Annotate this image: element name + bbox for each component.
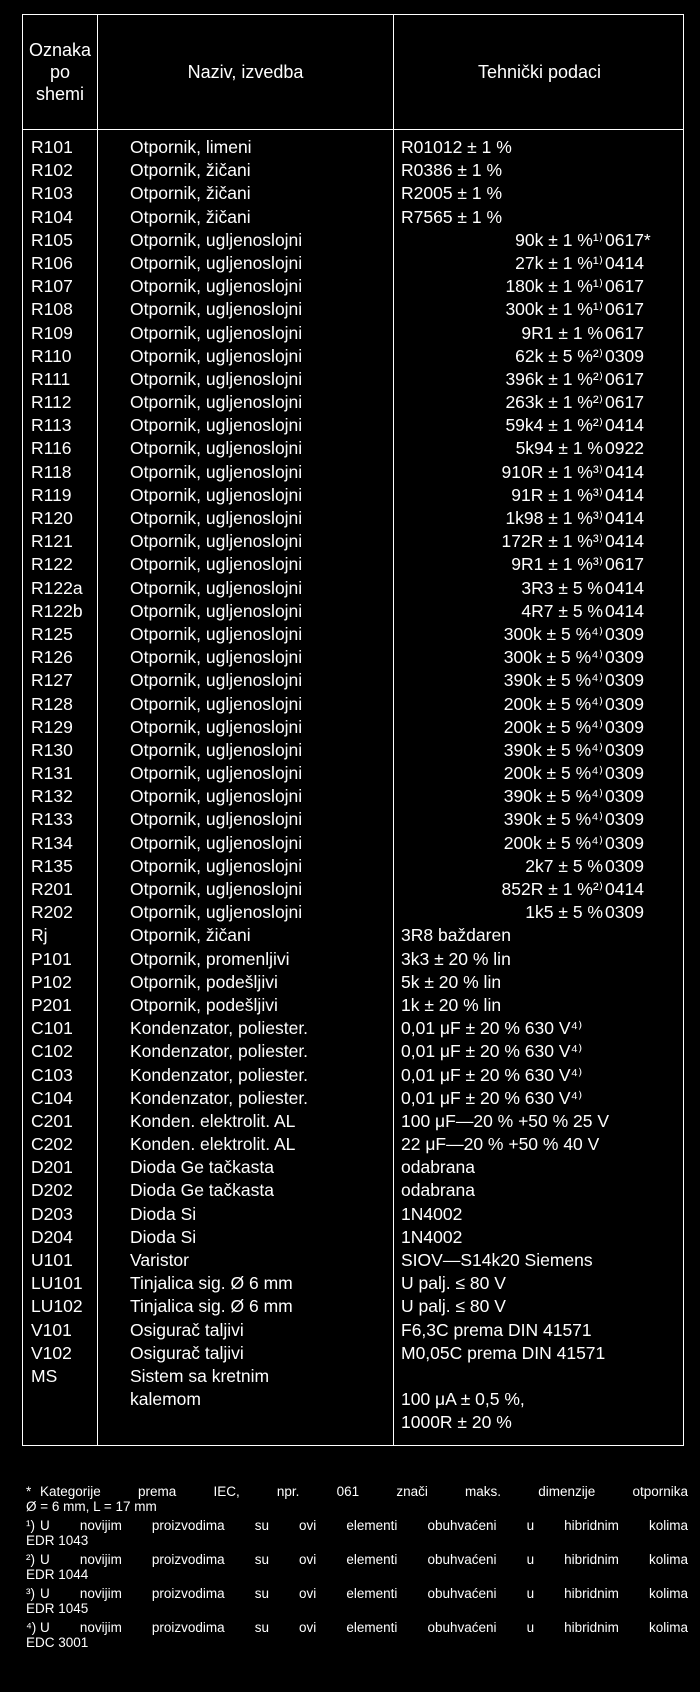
part-code: C104 bbox=[31, 1087, 73, 1108]
part-tech-value: 300k ± 5 %⁴⁾ bbox=[503, 623, 603, 644]
footnote-mark: ¹) bbox=[26, 1518, 35, 1533]
footnote bbox=[26, 1518, 688, 1548]
part-tech-value: 390k ± 5 %⁴⁾ bbox=[503, 786, 603, 807]
part-tech-value: 5k94 ± 1 % bbox=[515, 438, 603, 459]
table-row bbox=[23, 206, 683, 229]
part-category: 0414 bbox=[605, 252, 644, 273]
table-row bbox=[23, 1365, 683, 1388]
part-category: 0414 bbox=[605, 461, 644, 482]
part-category: 0309 bbox=[605, 716, 644, 737]
part-code: R112 bbox=[31, 392, 72, 413]
part-name: Otpornik, limeni bbox=[130, 137, 252, 157]
part-name: Otpornik, ugljenoslojni bbox=[130, 879, 303, 899]
part-name: Otpornik, žičani bbox=[130, 183, 251, 204]
part-code: P101 bbox=[31, 948, 72, 969]
table-row bbox=[23, 762, 683, 785]
part-code: D202 bbox=[31, 1180, 73, 1201]
part-name: Otpornik, ugljenoslojni bbox=[130, 484, 303, 505]
part-name: Otpornik, ugljenoslojni bbox=[130, 322, 303, 343]
table-row bbox=[23, 577, 683, 600]
part-tech-value: 390k ± 5 %⁴⁾ bbox=[503, 739, 603, 760]
part-name: Dioda Si bbox=[130, 1203, 197, 1224]
footnote-text: U novijim proizvodima su ovi elementi obuhvaćeni u hibridnim kolima bbox=[40, 1518, 688, 1533]
part-tech-value: 27k ± 1 %¹⁾ bbox=[515, 252, 603, 273]
part-tech-value: 59k4 ± 1 %²⁾ bbox=[505, 415, 603, 436]
part-name: Otpornik, ugljenoslojni bbox=[130, 392, 303, 413]
part-name: Otpornik, ugljenoslojni bbox=[130, 299, 303, 320]
part-tech-value: 1N4002 bbox=[401, 1203, 463, 1224]
part-tech-value: 1k98 ± 1 %³⁾ bbox=[505, 508, 603, 528]
part-name: Otpornik, ugljenoslojni bbox=[130, 832, 303, 853]
part-code: R113 bbox=[31, 415, 72, 436]
table-row bbox=[23, 507, 683, 530]
header-code-line: Oznaka bbox=[28, 40, 92, 60]
table-row bbox=[23, 669, 683, 692]
footnote-text-continued: Ø = 6 mm, L = 17 mm bbox=[26, 1499, 157, 1514]
part-category: 0309 bbox=[605, 693, 644, 714]
part-tech-value: 0,01 μF ± 20 % 630 V⁴⁾ bbox=[401, 1018, 583, 1039]
part-name: Otpornik, ugljenoslojni bbox=[130, 623, 303, 644]
part-name: Otpornik, ugljenoslojni bbox=[130, 345, 303, 366]
footnote-text-continued: EDR 1045 bbox=[26, 1601, 89, 1616]
footnote bbox=[26, 1552, 688, 1582]
part-tech-value: SIOV—S14k20 Siemens bbox=[401, 1250, 593, 1270]
table-row bbox=[23, 1226, 683, 1249]
part-name: Otpornik, žičani bbox=[130, 925, 251, 946]
header-tech: Tehnički podaci bbox=[477, 62, 602, 82]
part-category: 0309 bbox=[605, 855, 644, 876]
part-category: 0414 bbox=[605, 879, 644, 899]
part-category: 0617* bbox=[605, 229, 651, 250]
part-code: C103 bbox=[31, 1064, 73, 1085]
part-category: 0414 bbox=[605, 531, 644, 552]
table-row bbox=[23, 1295, 683, 1318]
part-category: 0309 bbox=[605, 809, 644, 830]
table-row bbox=[23, 1388, 683, 1411]
header-code-line: shemi bbox=[35, 84, 84, 104]
footnote-mark: ³) bbox=[26, 1586, 35, 1601]
part-tech-value: R2005 ± 1 % bbox=[401, 183, 503, 204]
part-name: Konden. elektrolit. AL bbox=[130, 1110, 296, 1131]
table-row bbox=[23, 785, 683, 808]
table-row bbox=[23, 414, 683, 437]
table-row bbox=[23, 1156, 683, 1179]
part-code: R116 bbox=[31, 438, 72, 459]
part-code: R101 bbox=[31, 137, 73, 157]
table-row bbox=[23, 924, 683, 947]
part-tech-value: 0,01 μF ± 20 % 630 V⁴⁾ bbox=[401, 1041, 583, 1062]
part-code: R110 bbox=[31, 345, 72, 366]
footnote bbox=[26, 1586, 688, 1616]
part-code: Rj bbox=[31, 925, 48, 946]
part-tech-value: odabrana bbox=[401, 1157, 475, 1178]
part-name: Otpornik, ugljenoslojni bbox=[130, 739, 303, 760]
part-tech-value: 9R1 ± 1 % bbox=[521, 322, 603, 343]
part-name: Otpornik, ugljenoslojni bbox=[130, 763, 303, 784]
table-row bbox=[23, 1133, 683, 1156]
part-tech-value: 396k ± 1 %²⁾ bbox=[505, 368, 603, 389]
table-row bbox=[23, 646, 683, 669]
table-row bbox=[23, 1040, 683, 1063]
part-code: R104 bbox=[31, 206, 73, 227]
table-row bbox=[23, 878, 683, 901]
part-category: 0414 bbox=[605, 484, 644, 505]
part-name: Kondenzator, poliester. bbox=[130, 1018, 309, 1039]
table-row bbox=[23, 1342, 683, 1365]
part-tech-value: 300k ± 1 %¹⁾ bbox=[505, 299, 603, 320]
part-code: R202 bbox=[31, 902, 73, 923]
table-row bbox=[23, 901, 683, 924]
table-row bbox=[23, 623, 683, 646]
part-category: 0309 bbox=[605, 786, 644, 807]
part-tech-value: 62k ± 5 %²⁾ bbox=[515, 345, 603, 366]
part-tech-value: 4R7 ± 5 % bbox=[521, 600, 603, 621]
table-row bbox=[23, 275, 683, 298]
part-name: Otpornik, ugljenoslojni bbox=[130, 809, 303, 830]
part-name: Tinjalica sig. Ø 6 mm bbox=[130, 1273, 293, 1294]
part-code: R133 bbox=[31, 809, 73, 830]
part-category: 0617 bbox=[605, 392, 644, 413]
part-name: Sistem sa kretnim bbox=[130, 1365, 270, 1386]
part-tech-value: 200k ± 5 %⁴⁾ bbox=[503, 693, 603, 714]
table-row bbox=[23, 484, 683, 507]
part-category: 0617 bbox=[605, 322, 644, 343]
part-category: 0309 bbox=[605, 902, 644, 923]
part-category: 0617 bbox=[605, 554, 644, 575]
part-code: D201 bbox=[31, 1157, 73, 1178]
table-row bbox=[23, 739, 683, 762]
table-row bbox=[23, 971, 683, 994]
table-row bbox=[23, 1272, 683, 1295]
part-tech-value: 90k ± 1 %¹⁾ bbox=[515, 229, 603, 250]
part-tech-value: 0,01 μF ± 20 % 630 V⁴⁾ bbox=[401, 1087, 583, 1108]
part-name: Dioda Si bbox=[130, 1226, 197, 1247]
part-name: Konden. elektrolit. AL bbox=[130, 1134, 296, 1155]
part-name: Otpornik, ugljenoslojni bbox=[130, 786, 303, 807]
part-tech-value: 22 μF—20 % +50 % 40 V bbox=[401, 1134, 600, 1155]
part-name: Otpornik, ugljenoslojni bbox=[130, 902, 303, 923]
part-code: C202 bbox=[31, 1134, 73, 1155]
part-tech-value: 91R ± 1 %³⁾ bbox=[511, 484, 603, 505]
table-row bbox=[23, 716, 683, 739]
part-tech-value: 180k ± 1 %¹⁾ bbox=[505, 276, 603, 297]
part-tech-value: 172R ± 1 %³⁾ bbox=[501, 531, 603, 552]
part-name: Kondenzator, poliester. bbox=[130, 1064, 309, 1085]
part-code: R102 bbox=[31, 160, 73, 181]
part-tech-value: 3R8 baždaren bbox=[401, 925, 511, 946]
part-tech-value: U palj. ≤ 80 V bbox=[401, 1296, 506, 1317]
part-tech-value: 1N4002 bbox=[401, 1226, 463, 1247]
part-tech-value: 0,01 μF ± 20 % 630 V⁴⁾ bbox=[401, 1064, 583, 1085]
part-code: R118 bbox=[31, 461, 72, 482]
part-name: Varistor bbox=[130, 1250, 189, 1270]
part-tech-value: 390k ± 5 %⁴⁾ bbox=[503, 670, 603, 691]
table-body bbox=[23, 136, 683, 1435]
part-name: Otpornik, ugljenoslojni bbox=[130, 508, 303, 528]
table-row bbox=[23, 322, 683, 345]
part-tech-value: 200k ± 5 %⁴⁾ bbox=[503, 832, 603, 853]
part-category: 0309 bbox=[605, 647, 644, 668]
part-code: C102 bbox=[31, 1041, 73, 1062]
part-tech-value: 300k ± 5 %⁴⁾ bbox=[503, 647, 603, 668]
part-tech-value: 3k3 ± 20 % lin bbox=[401, 948, 511, 969]
part-category: 0309 bbox=[605, 623, 644, 644]
footnote-text-continued: EDR 1044 bbox=[26, 1567, 89, 1582]
part-name: Otpornik, žičani bbox=[130, 160, 251, 181]
part-tech-value: F6,3C prema DIN 41571 bbox=[401, 1319, 592, 1340]
table-row bbox=[23, 391, 683, 414]
part-code: LU101 bbox=[31, 1273, 83, 1294]
part-code: R125 bbox=[31, 623, 73, 644]
table-row bbox=[23, 1110, 683, 1133]
part-code: R111 bbox=[31, 368, 71, 389]
table-row bbox=[23, 808, 683, 831]
part-name: Otpornik, podešljivi bbox=[130, 971, 278, 992]
part-code: U101 bbox=[31, 1250, 73, 1270]
table-row bbox=[23, 298, 683, 321]
footnote-mark: ²) bbox=[26, 1552, 35, 1567]
part-category: 0309 bbox=[605, 739, 644, 760]
part-name: Otpornik, promenljivi bbox=[130, 948, 290, 969]
part-tech-value: R01012 ± 1 % bbox=[401, 137, 512, 157]
footnote-text-continued: EDC 3001 bbox=[26, 1635, 89, 1650]
part-code: V102 bbox=[31, 1342, 72, 1363]
footnote-text: Kategorije prema IEC, npr. 061 znači maks. dimenzije otpornika bbox=[40, 1484, 688, 1499]
part-tech-value: odabrana bbox=[401, 1180, 475, 1201]
part-code: R121 bbox=[31, 531, 73, 552]
part-name: Otpornik, ugljenoslojni bbox=[130, 554, 303, 575]
table-row bbox=[23, 855, 683, 878]
part-code: R130 bbox=[31, 739, 73, 760]
part-category: 0922 bbox=[605, 438, 644, 459]
part-tech-value: 2k7 ± 5 % bbox=[525, 855, 603, 876]
part-code: R128 bbox=[31, 693, 73, 714]
part-name: Otpornik, ugljenoslojni bbox=[130, 693, 303, 714]
part-code: R120 bbox=[31, 508, 73, 528]
part-tech-value: 5k ± 20 % lin bbox=[401, 971, 502, 992]
part-name: Osigurač taljivi bbox=[130, 1319, 244, 1340]
part-code: R135 bbox=[31, 855, 73, 876]
footnote-mark: * bbox=[26, 1484, 32, 1499]
part-tech-value: 910R ± 1 %³⁾ bbox=[501, 461, 603, 482]
part-name: Otpornik, ugljenoslojni bbox=[130, 577, 303, 598]
table-row bbox=[23, 530, 683, 553]
table-row bbox=[23, 368, 683, 391]
table-row bbox=[23, 600, 683, 623]
header-code bbox=[23, 14, 97, 130]
part-category: 0617 bbox=[605, 299, 644, 320]
part-category: 0309 bbox=[605, 670, 644, 691]
footnote bbox=[26, 1484, 688, 1514]
part-code: MS bbox=[31, 1365, 58, 1386]
part-name: kalemom bbox=[130, 1389, 201, 1410]
part-name: Otpornik, ugljenoslojni bbox=[130, 252, 303, 273]
part-tech-value: R7565 ± 1 % bbox=[401, 206, 503, 227]
footnotes bbox=[26, 1484, 688, 1654]
part-name: Otpornik, ugljenoslojni bbox=[130, 855, 303, 876]
part-tech-value: R0386 ± 1 % bbox=[401, 160, 503, 181]
footnote-text-continued: EDR 1043 bbox=[26, 1533, 89, 1548]
table-row bbox=[23, 1411, 683, 1434]
part-category: 0414 bbox=[605, 508, 644, 528]
part-name: Otpornik, ugljenoslojni bbox=[130, 670, 303, 691]
part-code: C101 bbox=[31, 1018, 73, 1039]
part-name: Otpornik, ugljenoslojni bbox=[130, 229, 303, 250]
part-code: R108 bbox=[31, 299, 73, 320]
part-name: Kondenzator, poliester. bbox=[130, 1041, 309, 1062]
table-row bbox=[23, 1087, 683, 1110]
part-name: Otpornik, ugljenoslojni bbox=[130, 368, 303, 389]
part-tech-value: 200k ± 5 %⁴⁾ bbox=[503, 716, 603, 737]
part-category: 0414 bbox=[605, 577, 644, 598]
table-row bbox=[23, 345, 683, 368]
part-name: Otpornik, ugljenoslojni bbox=[130, 647, 303, 668]
footnote-mark: ⁴) bbox=[26, 1620, 37, 1635]
table-row bbox=[23, 553, 683, 576]
part-tech-value: 100 μA ± 0,5 %, bbox=[401, 1389, 525, 1410]
part-code: C201 bbox=[31, 1110, 73, 1131]
part-name: Otpornik, ugljenoslojni bbox=[130, 531, 303, 552]
part-name: Otpornik, ugljenoslojni bbox=[130, 276, 303, 297]
part-tech-value: 100 μF—20 % +50 % 25 V bbox=[401, 1110, 610, 1131]
table-row bbox=[23, 1064, 683, 1087]
table-row bbox=[23, 159, 683, 182]
table-row bbox=[23, 252, 683, 275]
table-row bbox=[23, 461, 683, 484]
part-tech-value: 852R ± 1 %²⁾ bbox=[501, 879, 603, 899]
part-category: 0309 bbox=[605, 832, 644, 853]
part-tech-value: 3R3 ± 5 % bbox=[521, 577, 603, 598]
part-category: 0617 bbox=[605, 276, 644, 297]
table-row bbox=[23, 994, 683, 1017]
part-code: R109 bbox=[31, 322, 73, 343]
part-category: 0414 bbox=[605, 600, 644, 621]
part-category: 0617 bbox=[605, 368, 644, 389]
table-row bbox=[23, 136, 683, 159]
part-name: Otpornik, ugljenoslojni bbox=[130, 600, 303, 621]
table-row bbox=[23, 182, 683, 205]
table-row bbox=[23, 832, 683, 855]
table-row bbox=[23, 693, 683, 716]
part-tech-value: 1000R ± 20 % bbox=[401, 1412, 512, 1433]
part-name: Otpornik, žičani bbox=[130, 206, 251, 227]
parts-table bbox=[22, 14, 684, 1446]
table-row bbox=[23, 1249, 683, 1272]
part-name: Dioda Ge tačkasta bbox=[130, 1180, 274, 1201]
part-code: R106 bbox=[31, 252, 73, 273]
part-code: R107 bbox=[31, 276, 73, 297]
part-name: Kondenzator, poliester. bbox=[130, 1087, 309, 1108]
part-category: 0309 bbox=[605, 345, 644, 366]
table-row bbox=[23, 1179, 683, 1202]
part-category: 0309 bbox=[605, 763, 644, 784]
part-tech-value: 390k ± 5 %⁴⁾ bbox=[503, 809, 603, 830]
part-tech-value: 1k ± 20 % lin bbox=[401, 994, 502, 1015]
header-name: Naziv, izvedba bbox=[187, 62, 304, 82]
part-code: R103 bbox=[31, 183, 73, 204]
table-row bbox=[23, 948, 683, 971]
part-code: R201 bbox=[31, 879, 73, 899]
part-code: R127 bbox=[31, 670, 73, 691]
part-category: 0414 bbox=[605, 415, 644, 436]
footnote bbox=[26, 1620, 688, 1650]
part-tech-value: M0,05C prema DIN 41571 bbox=[401, 1342, 606, 1363]
part-code: R105 bbox=[31, 229, 73, 250]
part-name: Osigurač taljivi bbox=[130, 1342, 244, 1363]
part-tech-value: 263k ± 1 %²⁾ bbox=[505, 392, 603, 413]
part-name: Otpornik, ugljenoslojni bbox=[130, 461, 303, 482]
part-name: Otpornik, podešljivi bbox=[130, 994, 278, 1015]
part-tech-value: 200k ± 5 %⁴⁾ bbox=[503, 763, 603, 784]
part-code: R134 bbox=[31, 832, 73, 853]
part-code: P201 bbox=[31, 994, 72, 1015]
table-row bbox=[23, 1203, 683, 1226]
part-name: Tinjalica sig. Ø 6 mm bbox=[130, 1296, 293, 1317]
part-tech-value: U palj. ≤ 80 V bbox=[401, 1273, 506, 1294]
part-code: R122a bbox=[31, 577, 83, 598]
table-row bbox=[23, 437, 683, 460]
part-name: Otpornik, ugljenoslojni bbox=[130, 716, 303, 737]
header-code-line: po bbox=[49, 62, 70, 82]
part-code: V101 bbox=[31, 1319, 72, 1340]
footnote-text: U novijim proizvodima su ovi elementi obuhvaćeni u hibridnim kolima bbox=[40, 1620, 688, 1635]
part-name: Otpornik, ugljenoslojni bbox=[130, 415, 303, 436]
part-code: LU102 bbox=[31, 1296, 83, 1317]
part-code: R119 bbox=[31, 484, 72, 505]
table-row bbox=[23, 1319, 683, 1342]
part-code: R122b bbox=[31, 600, 83, 621]
part-code: R129 bbox=[31, 716, 73, 737]
table-row bbox=[23, 1017, 683, 1040]
part-code: R122 bbox=[31, 554, 73, 575]
part-code: R126 bbox=[31, 647, 73, 668]
part-code: P102 bbox=[31, 971, 72, 992]
part-tech-value: 1k5 ± 5 % bbox=[525, 902, 603, 923]
part-code: D204 bbox=[31, 1226, 73, 1247]
part-name: Dioda Ge tačkasta bbox=[130, 1157, 274, 1178]
footnote-text: U novijim proizvodima su ovi elementi obuhvaćeni u hibridnim kolima bbox=[40, 1586, 688, 1601]
part-code: R131 bbox=[31, 763, 73, 784]
part-name: Otpornik, ugljenoslojni bbox=[130, 438, 303, 459]
part-code: R132 bbox=[31, 786, 73, 807]
footnote-text: U novijim proizvodima su ovi elementi obuhvaćeni u hibridnim kolima bbox=[40, 1552, 688, 1567]
part-code: D203 bbox=[31, 1203, 73, 1224]
table-row bbox=[23, 229, 683, 252]
part-tech-value: 9R1 ± 1 %³⁾ bbox=[511, 554, 603, 575]
